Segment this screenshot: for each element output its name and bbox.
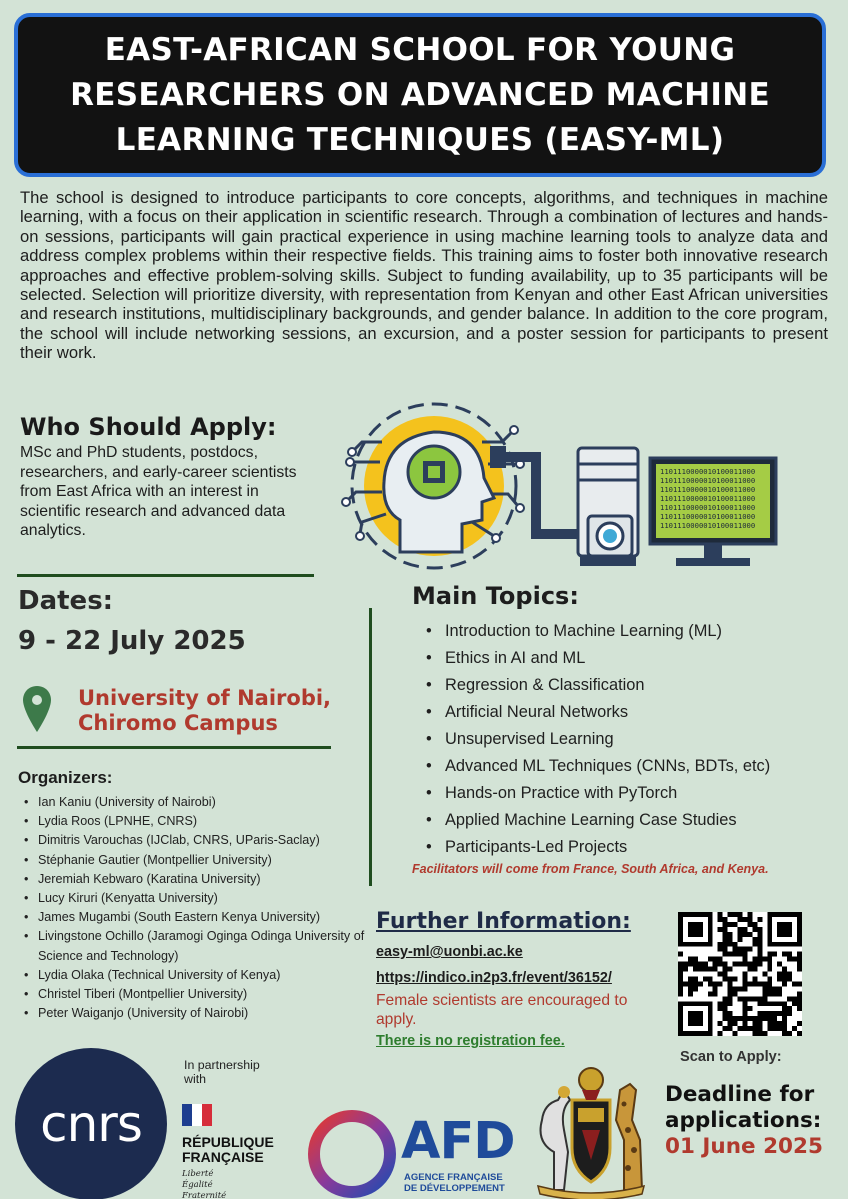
afd-subtitle bbox=[404, 1172, 505, 1194]
topic-item: • Unsupervised Learning bbox=[426, 726, 770, 753]
binary-line-6: 1101110000010100011000 bbox=[660, 512, 756, 521]
binary-line-5: 1101110000010100011000 bbox=[660, 503, 756, 512]
rf-motto-1: Liberté bbox=[182, 1169, 214, 1179]
title-banner bbox=[14, 13, 826, 177]
rf-motto bbox=[182, 1169, 274, 1199]
organizer-item: • Lydia Olaka (Technical University of Kenya) bbox=[22, 966, 372, 985]
binary-line-2: 1101110000010100011000 bbox=[660, 476, 756, 485]
dates-label: Dates: bbox=[18, 586, 114, 616]
further-info-heading: Further Information: bbox=[376, 909, 631, 934]
no-fee-note: There is no registration fee. bbox=[376, 1033, 565, 1049]
topic-item: • Artificial Neural Networks bbox=[426, 699, 770, 726]
ml-illustration bbox=[322, 402, 836, 572]
divider-dates-bottom bbox=[17, 746, 331, 749]
contact-email-link[interactable]: easy-ml@uonbi.ac.ke bbox=[376, 944, 523, 960]
deadline-line-1: Deadline for bbox=[665, 1082, 815, 1107]
topic-item: • Applied Machine Learning Case Studies bbox=[426, 807, 770, 834]
partnership-label-line-2: with bbox=[184, 1072, 207, 1086]
deadline-date: 01 June 2025 bbox=[665, 1134, 823, 1159]
cnrs-logo-text: cnrs bbox=[40, 1095, 142, 1153]
organizer-item: • Peter Waiganjo (University of Nairobi) bbox=[22, 1004, 372, 1023]
afd-sub-1: AGENCE FRANÇAISE bbox=[404, 1172, 503, 1183]
facilitators-note: Facilitators will come from France, South Africa, and Kenya. bbox=[412, 862, 769, 876]
topics-list bbox=[426, 618, 770, 861]
location-pin-icon bbox=[22, 684, 52, 736]
qr-code-icon[interactable] bbox=[678, 912, 802, 1036]
divider-dates-top bbox=[17, 574, 314, 577]
deadline-line-2: applications: bbox=[665, 1108, 822, 1133]
binary-line-1: 1101110000010100011000 bbox=[660, 467, 756, 476]
topic-item: • Ethics in AI and ML bbox=[426, 645, 770, 672]
republique-francaise-logo bbox=[182, 1104, 274, 1199]
who-should-apply-heading: Who Should Apply: bbox=[20, 413, 277, 441]
cnrs-logo bbox=[15, 1048, 167, 1199]
organizer-item: • Stéphanie Gautier (Montpellier University) bbox=[22, 851, 372, 870]
topic-item: • Advanced ML Techniques (CNNs, BDTs, etc) bbox=[426, 753, 770, 780]
venue-line-2: Chiromo Campus bbox=[78, 711, 278, 735]
university-crest-icon bbox=[524, 1060, 658, 1199]
topics-heading: Main Topics: bbox=[412, 582, 579, 610]
rf-motto-2: Égalité bbox=[182, 1180, 213, 1190]
topic-item: • Introduction to Machine Learning (ML) bbox=[426, 618, 770, 645]
rf-line-1: RÉPUBLIQUE bbox=[182, 1134, 274, 1150]
who-should-apply-text: MSc and PhD students, postdocs, researchers, and early-career scientists from East Africa with an interest in scientific research and advanced data analytics. bbox=[20, 444, 297, 540]
topic-item: • Participants-Led Projects bbox=[426, 834, 770, 861]
afd-sub-2: DE DÉVELOPPEMENT bbox=[404, 1183, 505, 1194]
organizer-item: • Jeremiah Kebwaro (Karatina University) bbox=[22, 870, 372, 889]
organizers-list bbox=[22, 793, 372, 1023]
organizer-item: • Lydia Roos (LPNHE, CNRS) bbox=[22, 812, 372, 831]
page-title: EAST-AFRICAN SCHOOL FOR YOUNG RESEARCHERS ON ADVANCED MACHINE LEARNING TECHNIQUES (EASY-ML) bbox=[70, 31, 770, 158]
binary-line-4: 1101110000010100011000 bbox=[660, 494, 756, 503]
organizer-item: • Ian Kaniu (University of Nairobi) bbox=[22, 793, 372, 812]
venue-line-1: University of Nairobi, bbox=[78, 686, 332, 710]
binary-line-3: 1101110000010100011000 bbox=[660, 485, 756, 494]
scan-to-apply-label: Scan to Apply: bbox=[680, 1049, 782, 1065]
marianne-flag-icon bbox=[182, 1104, 212, 1126]
topic-item: • Regression & Classification bbox=[426, 672, 770, 699]
venue bbox=[78, 686, 331, 736]
rf-name bbox=[182, 1135, 274, 1165]
deadline bbox=[665, 1082, 823, 1160]
organizer-item: • Dimitris Varouchas (IJClab, CNRS, UParis-Saclay) bbox=[22, 831, 372, 850]
afd-logo-text: AFD bbox=[401, 1112, 515, 1171]
afd-ring-icon bbox=[306, 1108, 398, 1199]
organizer-item: • Christel Tiberi (Montpellier University) bbox=[22, 985, 372, 1004]
rf-line-2: FRANÇAISE bbox=[182, 1149, 264, 1165]
binary-line-7: 1101110000010100011000 bbox=[660, 521, 756, 530]
partnership-label-line-1: In partnership bbox=[184, 1058, 260, 1072]
partnership-label bbox=[184, 1058, 260, 1086]
dates-value: 9 - 22 July 2025 bbox=[18, 626, 246, 656]
organizer-item: • James Mugambi (South Eastern Kenya University) bbox=[22, 908, 372, 927]
rf-motto-3: Fraternité bbox=[182, 1191, 227, 1199]
organizer-item: • Livingstone Ochillo (Jaramogi Oginga Odinga University of Science and Technology) bbox=[22, 927, 372, 965]
female-encouraged-note: Female scientists are encouraged to apply. bbox=[376, 992, 628, 1028]
topic-item: • Hands-on Practice with PyTorch bbox=[426, 780, 770, 807]
event-url-link[interactable]: https://indico.in2p3.fr/event/36152/ bbox=[376, 970, 612, 986]
organizers-heading: Organizers: bbox=[18, 768, 113, 787]
organizer-item: • Lucy Kiruri (Kenyatta University) bbox=[22, 889, 372, 908]
intro-paragraph: The school is designed to introduce participants to core concepts, algorithms, and techniques in machine learning, with a focus on their application in scientific research. Through a combination of lectures and hands-on sessions, participants will gain practical experience in using machine learning tools to analyze data and address complex problems within their respective fields. This training aims to foster both innovative research approaches and effective problem-solving skills. Subject to funding availability, up to 35 participants will be selected. Selection will prioritize diversity, with representation from Kenyan and other East African universities and research institutions, multidisciplinary backgrounds, and gender balance. In addition to the core program, the school will include networking sessions, an excursion, and a poster session for participants to present their work. bbox=[20, 188, 828, 363]
